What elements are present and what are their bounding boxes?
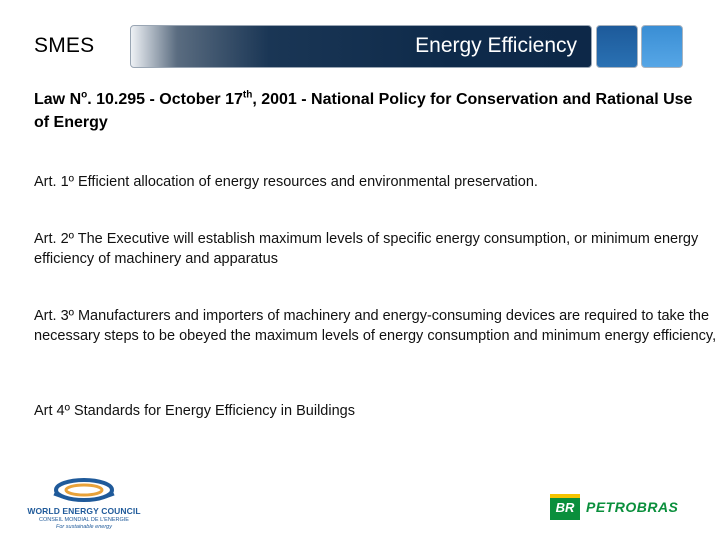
law-heading-sup-2: th	[242, 89, 253, 101]
wec-name: WORLD ENERGY COUNCIL	[27, 506, 141, 516]
law-heading-part-1: Law N	[34, 91, 82, 108]
wec-tagline: For sustainable energy	[56, 524, 112, 530]
wec-subtitle: CONSEIL MONDIAL DE L'ENERGIE	[39, 517, 129, 523]
article-2: Art. 2º The Executive will establish maximum levels of specific energy consumption, or minimum energy efficiency of machinery and apparatus	[34, 231, 699, 267]
petrobras-stripe	[550, 494, 580, 498]
petrobras-br-icon	[550, 494, 580, 520]
article-3: Art. 3º Manufacturers and importers of machinery and energy-consuming devices are required to take the necessary steps to be obeyed the maximum levels of energy consumption and minimum energy efficiency,	[34, 308, 717, 344]
petrobras-mark: BR	[555, 500, 575, 515]
title-bar	[130, 25, 592, 68]
law-heading-part-3: , 2001 - National Policy for Conservation and Rational Use of Energy	[34, 91, 693, 131]
header-square-dark	[596, 25, 638, 68]
section-label: SMES	[34, 34, 95, 57]
header-square-light	[641, 25, 683, 68]
petrobras-name: PETROBRAS	[586, 499, 679, 515]
slide-title: Energy Efficiency	[415, 34, 577, 57]
law-heading-part-2: . 10.295 - October 17	[87, 91, 243, 108]
law-heading-sup-1: o	[81, 89, 88, 101]
article-1: Art. 1º Efficient allocation of energy resources and environmental preservation.	[34, 174, 538, 190]
article-4: Art 4º Standards for Energy Efficiency in Buildings	[34, 403, 355, 419]
law-heading	[34, 88, 694, 134]
